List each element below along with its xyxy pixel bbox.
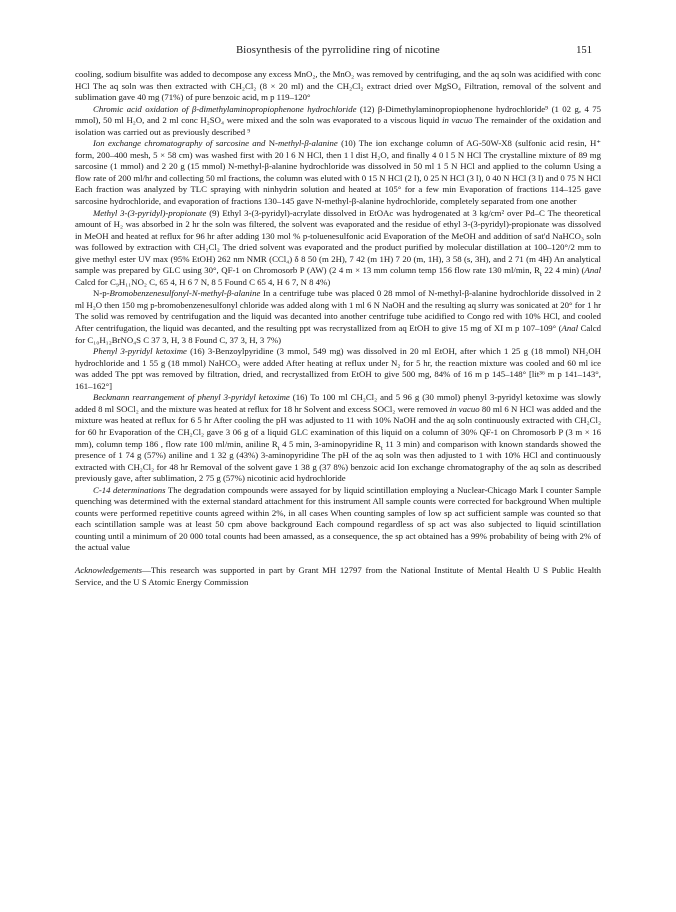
italic-run: Acknowledgements bbox=[75, 564, 143, 575]
text-run: (12) β-Dimethylaminopropiophenone hydrochloride⁹ (1 02 g, 4 75 mmol), 50 ml H₂O, and 2 ml conc H₂SO₄ were mixed and the soln was evaporated to a viscous liquid bbox=[75, 103, 601, 126]
text-run: N-p- bbox=[93, 288, 110, 299]
italic-run: Anal bbox=[561, 323, 579, 334]
running-title: Biosynthesis of the pyrrolidine ring of nicotine bbox=[236, 45, 440, 56]
article-body bbox=[75, 69, 601, 588]
text-run: 80 ml 6 N HCl was added and the mixture was heated at reflux for 6 5 hr After cooling the pH was adjusted to 11 with 10% NaOH and the aq soln continuously extracted with CH₂Cl₂ for 60 hr Evaporation of the CH₂Cl₂ gave 3 06 g of a liquid GLC examination of this liquid on a column of 30% QF-1 on Chromosorb P (3 m × 16 mm), column temp 186 , flow rate 100 ml/min, aniline R bbox=[75, 403, 601, 449]
text-run: 4 5 min, 3-aminopyridine R bbox=[279, 438, 381, 449]
text-run: Calcd for C₉H₁₁NO₂ C, 65 4, H 6 7 N, 8 5 Found C 65 4, H 6 7, N 8 4%) bbox=[75, 276, 331, 287]
italic-run: Bromobenzenesulfonyl-N-methyl-β-alanine bbox=[109, 288, 261, 299]
italic-run: Phenyl 3-pyridyl ketoxime bbox=[93, 346, 187, 357]
paragraph-c14-determinations bbox=[75, 485, 601, 554]
italic-run: in vacuo bbox=[442, 115, 473, 126]
text-run: (9) Ethyl 3-(3-pyridyl)-acrylate dissolved in EtOAc was hydrogenated at 3 kg/cm² over Pd–C The theoretical amount of H₂ was absorbed in 2 hr the soln was filtered, the solvent was evaporated and the residue of ethyl 3-(3-pyridyl)-propionate was dissolved in MeOH and heated at reflux for 96 hr after adding 130 mol % p-toluenesulfonic acid Evaporation of the MeOH and addition of sat'd NaHCO₃ soln was followed by extraction with CH₂Cl₂ The dried solvent was evaporated and the product purified by molecular distillation at 100–120°/2 mm to give methyl ester UV max (95% EtOH) 262 nm NMR (CCl₄) δ 8 50 (m 2H), 7 42 (m 1H) 7 20 (m, 1H), 3 58 (s, 3H), and 2 71 (m 4H) An analytical sample was prepared by GLC using 30°, QF-1 on Chromosorb P (AW) (2 4 m × 13 mm column temp 156 flow rate 130 ml/min, R bbox=[75, 207, 601, 276]
paragraph-bromobenzenesulfonyl bbox=[75, 288, 601, 346]
text-run: (16) To 100 ml CH₂Cl₂ and 5 96 g (30 mmol) phenyl 3-pyridyl ketoxime was slowly added 8 ml SOCl₂ and the mixture was heated at reflux for 18 hr Solvent and excess SOCl₂ were removed bbox=[75, 392, 601, 414]
subscript-run: t bbox=[277, 444, 280, 452]
subscript-run: t bbox=[381, 444, 383, 452]
paragraph-phenyl-pyridyl-ketoxime bbox=[75, 346, 601, 392]
paragraph-acknowledgements bbox=[75, 565, 601, 588]
page-number: 151 bbox=[576, 45, 592, 56]
text-run: cooling, sodium bisulfite was added to decompose any excess MnO₂, the MnO₂ was removed by centrifuging, and the aq soln was acidified with conc HCl The aq soln was then extracted with CH₂Cl₂ (8 × 20 ml) and the CH₂Cl₂ extract dried over MgSO₄ Filtration, removal of the solvent and sublimation gave 40 mg (71%) of pure benzoic acid, m p 119–120° bbox=[75, 69, 601, 103]
italic-run: Methyl 3-(3-pyridyl)-propionate bbox=[93, 207, 207, 218]
page-header bbox=[0, 44, 676, 58]
italic-run: C-14 determinations bbox=[93, 484, 166, 495]
italic-run: Chromic acid oxidation of β-dimethylaminopropiophenone hydrochloride bbox=[93, 103, 357, 114]
italic-run: Ion exchange chromatography of sarcosine and bbox=[93, 138, 266, 149]
text-run: (10) The ion exchange column of AG-50W-X8 (sulfonic acid resin, H⁺ form, 200–400 mesh, 5 × 58 cm) was washed first with 20 l 6 N HCl, then 1 l dist H₂O, and finally 4 0 l 5 N HCl The crystalline mixture of 89 mg sarcosine (1 mmol) and 2 20 g (15 mmol) N-methyl-β-alanine hydrochloride was dissolved in 50 ml 1 5 N HCl and applied to the column Using a flow rate of 200 ml/hr and collecting 50 ml fractions, the column was eluted with 0 15 N HCl (2 l), 0 25 N HCl (3 l), 0 40 N HCl (3 l) and 0 75 N HCl Each fraction was analyzed by TLC spraying with ninhydrin solution and heated at 105° for a few min Evaporation of fractions 114–125 gave sarcosine hydrochloride, and evaporation of fractions 130–145 gave N-methyl-β-alanine hydrochloride, completely separated from one another bbox=[75, 138, 601, 207]
paragraph-continuation bbox=[75, 69, 601, 104]
text-run: The degradation compounds were assayed for by liquid scintillation employing a Nuclear-Chicago Mark I counter Sample quenching was determined with the external standard attachment for this instrument All sample counts were corrected for background When multiple counts were performed repetitive counts agreed within 2%, in all cases When counting samples of low sp act sufficient sample was counted so that each scintillation sample was at least 50 cpm above background Each compound regardless of sp act was also subjected to liquid scintillation counting until a minimum of 20 000 total counts had been amassed, as a consequence, the sp act obtained has a 99% probability of being with 2% of the actual value bbox=[75, 484, 601, 553]
paragraph-beckmann-rearrangement bbox=[75, 392, 601, 484]
subscript-run: t bbox=[540, 271, 542, 279]
text-run: The remainder of the oxidation and isolation was carried out as previously described ⁹ bbox=[75, 115, 601, 137]
italic-run: in vacuo bbox=[449, 403, 480, 414]
text-run: 22 4 min) ( bbox=[541, 265, 585, 276]
italic-run: methyl-β-alanine bbox=[277, 138, 338, 149]
text-run: Calcd for C₁₀H₁₂BrNO₄S C 37 3, H, 3 8 Found C, 37 3, H, 3 7%) bbox=[75, 323, 601, 345]
italic-run: Anal bbox=[584, 265, 601, 276]
text-run: —This research was supported in part by Grant MH 12797 from the National Institute of Mental Health U S Public Health Service, and the U S Atomic Energy Commission bbox=[75, 564, 601, 587]
paragraph-methyl-pyridylpropionate bbox=[75, 208, 601, 289]
text-run: (16) 3-Benzoylpyridine (3 mmol, 549 mg) was dissolved in 20 ml EtOH, after which 1 25 g (18 mmol) NH₂OH hydrochloride and 1 55 g (18 mmol) NaHCO₃ were added After heating at reflux under N₂ for 5 hr, the reaction mixture was cooled and 60 ml ice was added The ppt was removed by filtration, dried, and recrystallized from EtOH to give 500 mg, 84% of 16 m p 145–148° [lit³⁶ m p 141–143°, 161–162°] bbox=[75, 346, 601, 391]
paragraph-chromic-acid-oxidation bbox=[75, 104, 601, 139]
paragraph-ion-exchange-chromatography bbox=[75, 138, 601, 207]
text-run: In a centrifuge tube was placed 0 28 mmol of N-methyl-β-alanine hydrochloride dissolved in 2 ml H₂O then 150 mg p-bromobenzenesulfonyl chloride was added along with 1 ml 6 N NaOH and the resulting aq slurry was sonicated at 20° for 1 hr The solid was removed by centrifugation and the liquid was decanted into another centrifuge tube acidified to Congo red with 10% HCl, and cooled After centrifugation, the liquid was decanted, and the resulting ppt was recrystallized from aq EtOH to give 15 mg of XI m p 107–109° ( bbox=[75, 288, 601, 334]
italic-run: Beckmann rearrangement of phenyl 3-pyridyl ketoxime bbox=[93, 392, 290, 403]
text-run: 11 3 min) and comparison with known standards showed the presence of 1 74 g (57%) aniline and 1 32 g (43%) 3-aminopyridine The pH of the aq soln was then adjusted to 1 with 10% HCl and continuously extracted with CH₂Cl₂ for 48 hr Removal of the solvent gave 1 38 g (37 8%) benzoic acid Ion exchange chromatography of the aq soln as described previously gave, after sublimation, 2 75 g (57%) nicotinic acid hydrochloride bbox=[75, 438, 601, 484]
text-run: N- bbox=[265, 138, 278, 149]
